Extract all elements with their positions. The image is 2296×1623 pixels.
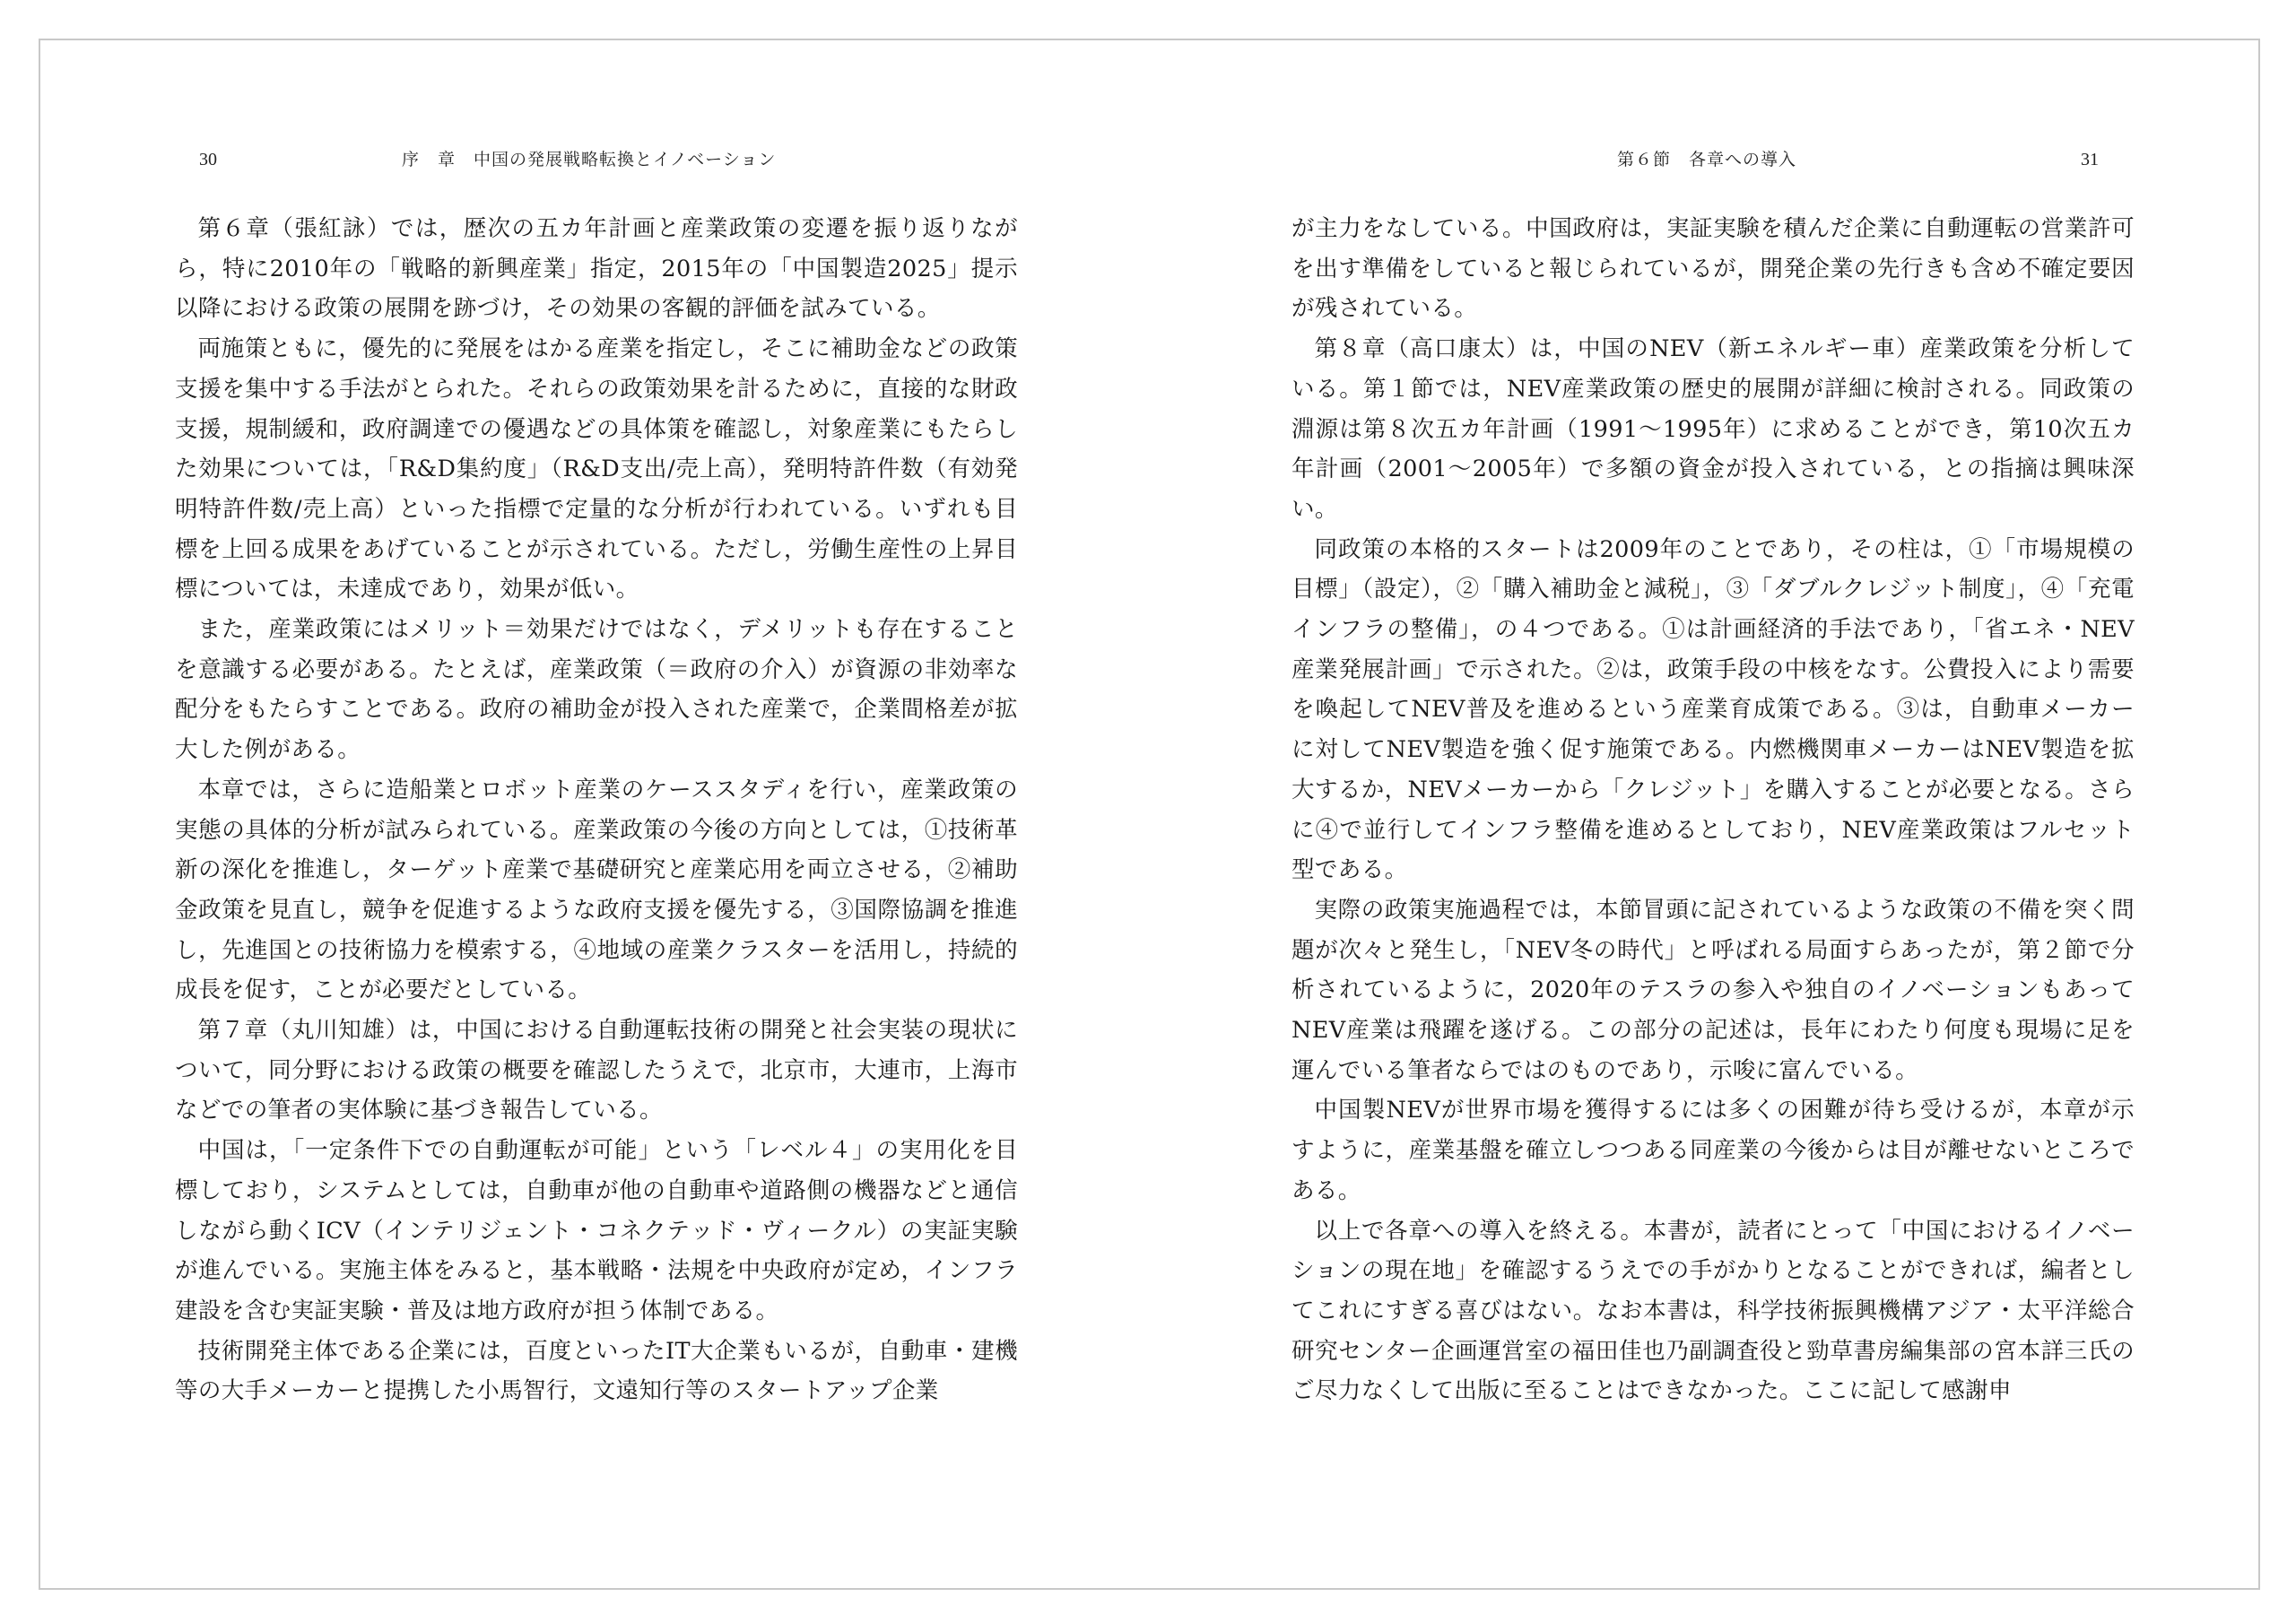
paragraph: 以上で各章への導入を終える。本書が，読者にとって「中国におけるイノベーションの現在地」を確認するうえでの手がかりとなることができれば，編者としてこれにすぎる喜びはない。なお本書は，科学技術振興機構アジア・太平洋総合研究センター企画運営室の福田佳也乃副調査役と勁草書房編集部の宮本詳三氏のご尽力なくして出版に至ることはできなかった。ここに記して感謝申 — [1292, 1217, 2135, 1405]
paragraph: 同政策の本格的スタートは2009年のことであり，その柱は，①「市場規模の目標」（設定），②「購入補助金と減税」，③「ダブルクレジット制度」，④「充電インフラの整備」，の４つである。①は計画経済的手法であり，「省エネ・NEV産業発展計画」で示された。②は，政策手段の中核をなす。公費投入により需要を喚起してNEV普及を進めるという産業育成策である。③は，自動車メーカーに対してNEV製造を強く促す施策である。内燃機関車メーカーはNEV製造を拡大するか，NEVメーカーから「クレジット」を購入することが必要となる。さらに④で並行してインフラ整備を進めるとしており，NEV産業政策はフルセット型である。 — [1292, 535, 2135, 884]
paragraph: 両施策ともに，優先的に発展をはかる産業を指定し，そこに補助金などの政策支援を集中する手法がとられた。それらの政策効果を計るために，直接的な財政支援，規制緩和，政府調達での優遇などの具体策を確認し，対象産業にもたらした効果については，「R&D集約度」（R&D支出/売上高），発明特許件数（有効発明特許件数/売上高）といった指標で定量的な分析が行われている。いずれも目標を上回る成果をあげていることが示されている。ただし，労働生産性の上昇目標については，未達成であり，効果が低い。 — [175, 335, 1018, 603]
paragraph: 技術開発主体である企業には，百度といったIT大企業もいるが，自動車・建機等の大手メーカーと提携した小馬智行，文遠知行等のスタートアップ企業 — [175, 1337, 1018, 1405]
paragraph: 本章では，さらに造船業とロボット産業のケーススタディを行い，産業政策の実態の具体的分析が試みられている。産業政策の今後の方向としては，①技術革新の深化を推進し，ターゲット産業で基礎研究と産業応用を両立させる，②補助金政策を見直し，競争を促進するような政府支援を優先する，③国際協調を推進し，先進国との技術協力を模索する，④地域の産業クラスターを活用し，持続的成長を促す，ことが必要だとしている。 — [175, 776, 1018, 1004]
right-page-body — [1292, 209, 2135, 1411]
paragraph: 第６章（張紅詠）では，歴次の五カ年計画と産業政策の変遷を振り返りながら，特に2010年の「戦略的新興産業」指定，2015年の「中国製造2025」提示以降における政策の展開を跡づけ，その効果の客観的評価を試みている。 — [175, 215, 1018, 323]
left-running-head: 序 章 中国の発展戦略転換とイノベーション — [402, 150, 777, 169]
paragraph: 実際の政策実施過程では，本節冒頭に記されているような政策の不備を突く問題が次々と発生し，「NEV冬の時代」と呼ばれる局面すらあったが，第２節で分析されているように，2020年のテスラの参入や独自のイノベーションもあってNEV産業は飛躍を遂げる。この部分の記述は，長年にわたり何度も現場に足を運んでいる筆者ならではのものであり，示唆に富んでいる。 — [1292, 896, 2135, 1084]
paragraph: 第８章（高口康太）は，中国のNEV（新エネルギー車）産業政策を分析している。第１節では，NEV産業政策の歴史的展開が詳細に検討される。同政策の淵源は第８次五カ年計画（1991〜1995年）に求めることができ，第10次五カ年計画（2001〜2005年）で多額の資金が投入されている，との指摘は興味深い。 — [1292, 335, 2135, 523]
right-page-number: 31 — [2081, 150, 2099, 169]
paragraph: 第７章（丸川知雄）は，中国における自動運転技術の開発と社会実装の現状について，同分野における政策の概要を確認したうえで，北京市，大連市，上海市などでの筆者の実体験に基づき報告している。 — [175, 1017, 1018, 1124]
paragraph: 中国は，「一定条件下での自動運転が可能」という「レベル４」の実用化を目標しており，システムとしては，自動車が他の自動車や道路側の機器などと通信しながら動くICV（インテリジェント・コネクテッド・ヴィークル）の実証実験が進んでいる。実施主体をみると，基本戦略・法規を中央政府が定め，インフラ建設を含む実証実験・普及は地方政府が担う体制である。 — [175, 1137, 1018, 1324]
right-running-head: 第６節 各章への導入 — [1617, 150, 1797, 169]
left-page-number: 30 — [199, 150, 217, 169]
left-page-body — [175, 209, 1018, 1411]
paragraph: また，産業政策にはメリット＝効果だけではなく，デメリットも存在することを意識する必要がある。たとえば，産業政策（＝政府の介入）が資源の非効率な配分をもたらすことである。政府の補助金が投入された産業で，企業間格差が拡大した例がある。 — [175, 616, 1018, 764]
continued-paragraph: が主力をなしている。中国政府は，実証実験を積んだ企業に自動運転の営業許可を出す準備をしていると報じられているが，開発企業の先行きも含め不確定要因が残されている。 — [1292, 215, 2135, 323]
paragraph: 中国製NEVが世界市場を獲得するには多くの困難が待ち受けるが，本章が示すように，産業基盤を確立しつつある同産業の今後からは目が離せないところである。 — [1292, 1097, 2135, 1204]
